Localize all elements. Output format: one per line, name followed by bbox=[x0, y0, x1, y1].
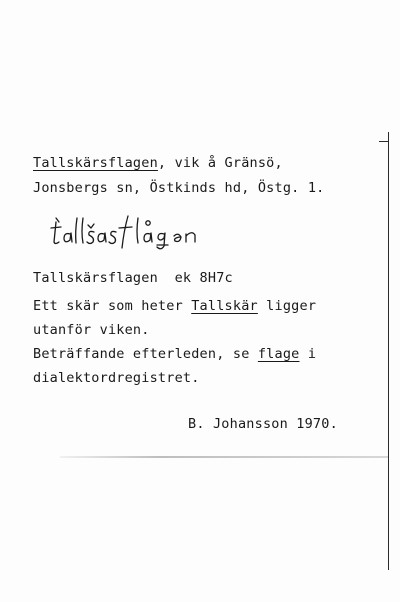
body-line-3 bbox=[33, 346, 316, 362]
card-corner-mark bbox=[379, 141, 389, 142]
entry-code: ek 8H7c bbox=[174, 270, 233, 286]
body-text-1a: Ett skär som heter bbox=[33, 298, 192, 314]
card-bottom-shadow bbox=[60, 456, 388, 458]
signature: B. Johansson 1970. bbox=[188, 416, 338, 432]
place-name: Tallskärsflagen bbox=[33, 155, 158, 171]
entry-form: Tallskärsflagen bbox=[33, 270, 158, 286]
handwritten-pronunciation bbox=[50, 212, 210, 256]
link-tallskar: Tallskär bbox=[191, 298, 258, 314]
place-description: , vik å Gränsö, bbox=[157, 155, 283, 171]
body-line-1 bbox=[33, 298, 316, 314]
body-line-4: dialektordregistret. bbox=[33, 370, 200, 386]
header-line-1 bbox=[33, 155, 283, 171]
body-line-2: utanför viken. bbox=[33, 322, 150, 338]
handwritten-pronunciation-drawing bbox=[50, 212, 210, 252]
card-right-edge bbox=[388, 132, 389, 570]
header-line-2: Jonsbergs sn, Östkinds hd, Östg. 1. bbox=[33, 180, 325, 196]
link-flage: flage bbox=[257, 346, 300, 362]
entry-line bbox=[33, 270, 233, 286]
body-text-3b: i bbox=[299, 346, 317, 362]
body-text-1b: ligger bbox=[257, 298, 317, 314]
body-text-3a: Beträffande efterleden, se bbox=[33, 346, 258, 362]
